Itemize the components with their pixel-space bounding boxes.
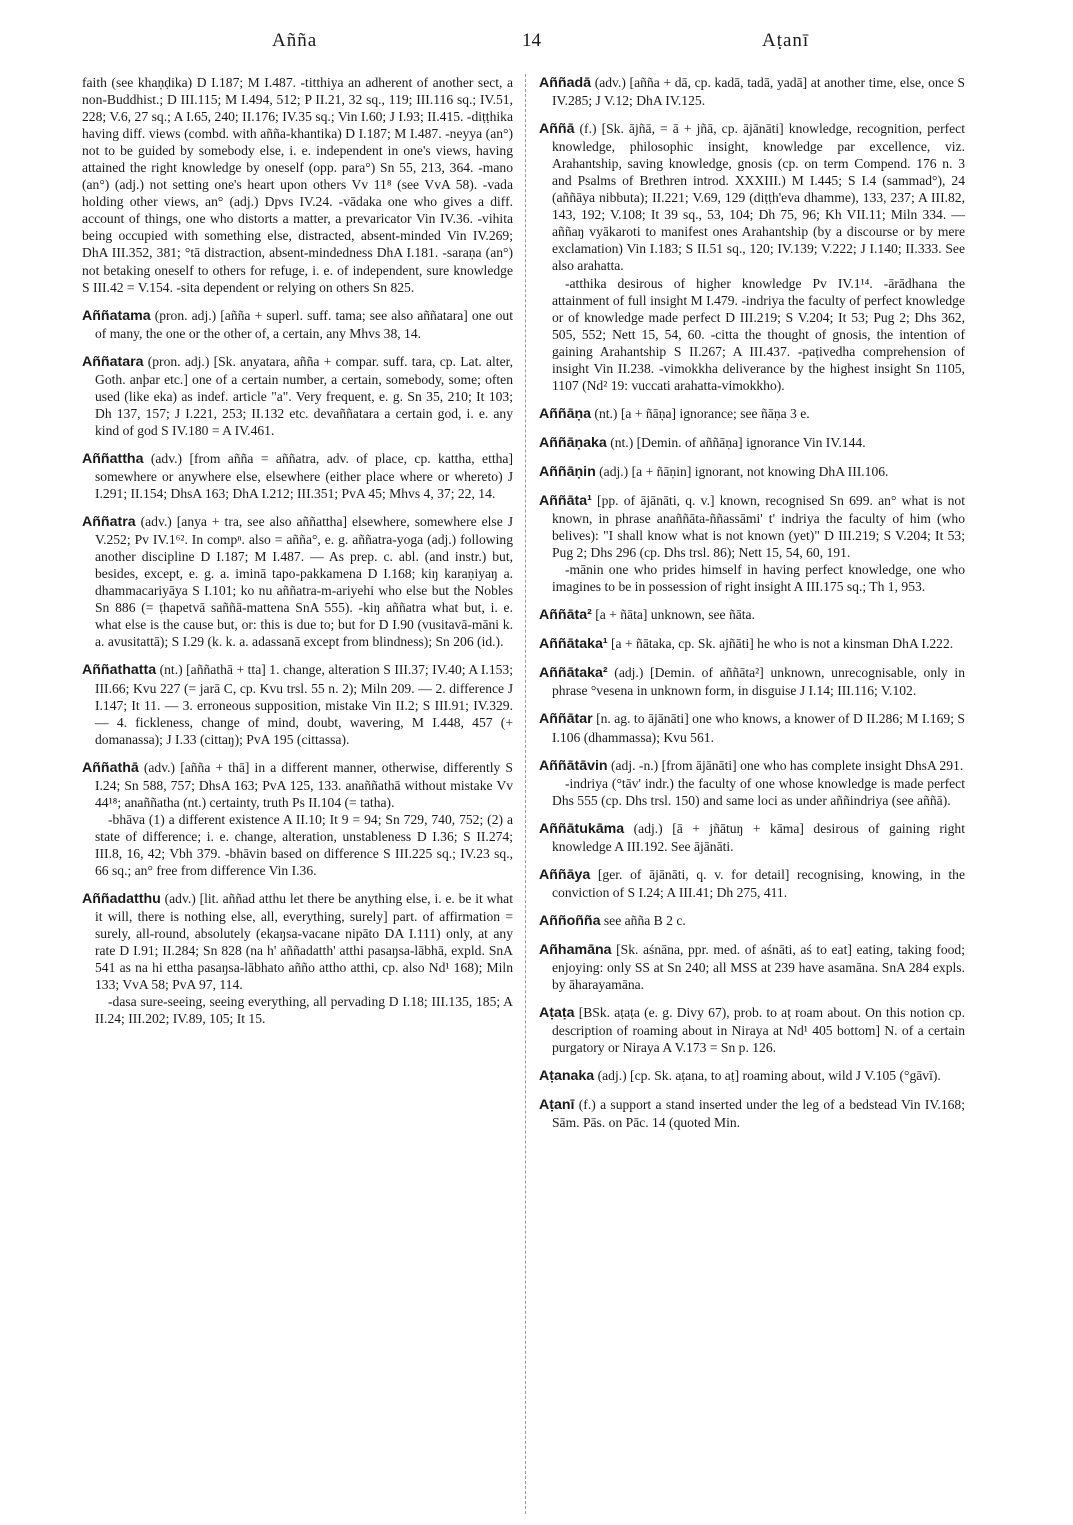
- entry-headword: Aññāta¹: [539, 492, 592, 509]
- entry-text: see añña B 2 c.: [600, 912, 686, 928]
- entry-headword: Aṭanaka: [539, 1068, 595, 1085]
- entry-headword: Aññatara: [82, 353, 144, 370]
- dictionary-entry: [82, 353, 513, 439]
- dictionary-entry: [82, 661, 513, 747]
- dictionary-entry: [539, 757, 965, 809]
- entry-headword: Aññātar: [539, 711, 593, 728]
- dictionary-entry: [539, 664, 965, 699]
- entry-text: (adj.) [ā + jñātuŋ + kāma] desirous of gaining right knowledge A III.192. See ājānāti.: [552, 820, 965, 854]
- entry-text: (adj.) [a + ñāṇin] ignorant, not knowing DhA III.106.: [595, 463, 889, 479]
- dictionary-entry: [539, 120, 965, 394]
- dictionary-entry: [539, 820, 965, 855]
- entry-text: (nt.) [a + ñāṇa] ignorance; see ñāṇa 3 e.: [591, 405, 810, 421]
- entry-headword: Aññāta²: [539, 607, 592, 624]
- entry-headword: Aññathatta: [82, 662, 157, 679]
- header-left-guideword: Añña: [272, 30, 318, 51]
- entry-text: [BSk. aṭaṭa (e. g. Divy 67), prob. to aṭ roam about. On this notion cp. description of roaming about in Niraya at Nd¹ 405 bottom] N. of a certain purgatory or Niraya A V.173 = Sn p. 126.: [552, 1005, 965, 1056]
- entry-text: [a + ñātaka, cp. Sk. ajñāti] he who is not a kinsman DhA I.222.: [607, 636, 954, 652]
- dictionary-entry: [539, 405, 965, 423]
- dictionary-entry: [539, 492, 965, 595]
- page-number: 14: [522, 30, 541, 51]
- entry-headword: Aññātukāma: [539, 820, 625, 837]
- entry-headword: Aññattha: [82, 450, 144, 467]
- entry-headword: Aññāṇaka: [539, 434, 607, 451]
- dictionary-entry: [539, 463, 965, 481]
- dictionary-entry: [539, 74, 965, 109]
- entry-headword: Aññāṇa: [539, 405, 592, 422]
- entry-text: (adv.) [lit. aññad atthu let there be anything else, i. e. be it what it will, there is nothing else, all, everything, surely] part. of affirmation = surely, all-round, absolutely (ekaŋsa-vacane nipāto DA I.111) only, at any rate D I.91; II.284; Sn 828 (na h' aññadatth' atthi pasaŋsa-lābhā, expld. SnA 541 as na hi ettha pasaŋsa-lābhato añño attho atthi, cp. also Nd¹ 168); Miln 133; VvA 58; PvA 97, 114.: [95, 891, 513, 993]
- entry-headword: Aññā: [539, 121, 575, 138]
- entry-text: (nt.) [Demin. of aññāṇa] ignorance Vin IV.144.: [606, 434, 866, 450]
- dictionary-entry: [82, 759, 513, 879]
- entry-text: (nt.) [aññathā + tta] 1. change, alteration S III.37; IV.40; A I.153; III.66; Kvu 227 (= jarā C, cp. Kvu trsl. 55 n. 2); Miln 209. — 2. difference J I.147; It 11. — 3. erroneous supposition, mistake Vin II.2; S III.91; IV.329. — 4. fickleness, change of mind, doubt, wavering, M I.448, 457 (+ domanassa); J I.33 (cittaŋ); PvA 195 (cittassa).: [95, 662, 513, 747]
- dictionary-entry: [82, 307, 513, 342]
- dictionary-entry: [82, 450, 513, 502]
- entry-text: (pron. adj.) [añña + superl. suff. tama; see also aññatara] one out of many, the one or the other of, a certain, any Mhvs 38, 14.: [95, 307, 513, 341]
- entry-text: [ger. of ājānāti, q. v. for detail] recognising, knowing, in the conviction of S I.24; A III.41; Dh 275, 411.: [552, 866, 965, 900]
- entry-headword: Aññadā: [539, 75, 592, 91]
- entry-headword: Añhamāna: [539, 941, 612, 958]
- entry-text: (adv.) [from añña = aññatra, adv. of place, cp. kattha, ettha] somewhere or anywhere else, elsewhere (either place where or whereto) J I.291; II.154; DhsA 163; DhA I.212; III.351; PvA 45; Mhvs 4, 37; 22, 14.: [95, 450, 513, 502]
- entry-text: (pron. adj.) [Sk. anyatara, añña + compar. suff. tara, cp. Lat. alter, Goth. anþar etc.] one of a certain number, a certain, somebody, some; often used (like eka) as indef. article "a". Very frequent, e. g. Sn 35, 210; It 103; Dh 137, 157; J I.221, 253; II.132 etc. devaññatara a certain god, i. e. any kind of god S IV.180 = A IV.461.: [95, 353, 513, 438]
- entry-text: (f.) a support a stand inserted under the leg of a bedstead Vin IV.168; Sām. Pās. on Pāc. 14 (quoted Min.: [552, 1097, 965, 1131]
- dictionary-entry: [539, 866, 965, 901]
- dictionary-entry: [539, 710, 965, 745]
- entry-text: [Sk. aśnāna, ppr. med. of aśnāti, aś to eat] eating, taking food; enjoying: only SS at Sn 240; all MSS at 239 have asamāna. SnA 284 expls. by āharayamāna.: [552, 941, 965, 993]
- entry-text: faith (see khaṇḍika) D I.187; M I.487. -titthiya an adherent of another sect, a non-Buddhist.; D III.115; M I.494, 512; P II.21, 32 sq., 119; III.116 sq.; IV.51, 228; V.6, 27 sq.; A I.65, 240; II.176; IV.35 sq.; Vin I.60; J I.93; II.415. -diṭṭhika having diff. views (combd. with añña-khantika) D I.187; M I.487. -neyya (an°) not to be guided by somebody else, i. e. independent in one's views, having attained the right knowledge by oneself (opp. para°) Sn 55, 213, 364. -mano (an°) (adj.) not setting one's heart upon others Vv 11⁸ (see VvA 58). -vada holding other views, an° (adj.) Dpvs IV.24. -vādaka one who gives a diff. account of things, one who distorts a matter, a prevaricator Vin IV.36. -vihita being occupied with something else, distracted, absent-minded Vin IV.269; DhA III.352, 381; °tā distraction, absent-mindedness DhA I.181. -saraṇa (an°) not betaking oneself to others for refuge, i. e. of independent, sure knowledge S III.42 = V.154. -sita dependent or relying on others Sn 825.: [82, 75, 513, 295]
- entry-text: [a + ñāta] unknown, see ñāta.: [591, 607, 755, 623]
- dictionary-entry: [539, 606, 965, 624]
- page-header: [82, 30, 992, 54]
- entry-headword: Aññoñña: [539, 912, 601, 929]
- dictionary-entry: [539, 434, 965, 452]
- entry-text: (adv.) [añña + thā] in a different manner, otherwise, differently S I.24; Sn 588, 757; DhsA 163; PvA 125, 133. anaññathā without mistake Vv 44¹⁸; anaññatha (nt.) certainty, truth Ps II.104 (= tatha).: [95, 759, 513, 810]
- entry-headword: Aññatama: [82, 307, 151, 324]
- entry-text: (adj.) [cp. Sk. aṭana, to aṭ] roaming about, wild J V.105 (°gāvī).: [594, 1068, 941, 1084]
- entry-text: [n. ag. to ājānāti] one who knows, a knower of D II.286; M I.169; S I.106 (dhammassa); Kvu 561.: [552, 711, 965, 745]
- header-right-guideword: Aṭanī: [762, 30, 810, 51]
- entry-headword: Aññātāvin: [539, 757, 608, 774]
- column-divider: [525, 74, 526, 1514]
- entry-subentries: -dasa sure-seeing, seeing everything, all pervading D I.18; III.135, 185; A II.24; III.202; IV.89, 105; It 15.: [95, 994, 513, 1027]
- entry-subentries: -mānin one who prides himself in having perfect knowledge, one who imagines to be in possession of right insight A III.175 sq.; Th 1, 953.: [552, 562, 965, 595]
- dictionary-entry: [539, 1004, 965, 1056]
- left-column: [82, 74, 513, 1038]
- dictionary-entry: [539, 1067, 965, 1085]
- entry-headword: Aññadatthu: [82, 891, 161, 908]
- entry-headword: Aññāya: [539, 866, 591, 883]
- entry-text: (adj. -n.) [from ājānāti] one who has complete insight DhsA 291.: [607, 757, 964, 773]
- entry-subentries: -indriya (°tāv' indr.) the faculty of one whose knowledge is made perfect Dhs 555 (cp. Dhs trsl. 150) and same loci as under aññindriya (see aññā).: [552, 775, 965, 808]
- entry-headword: Aṭaṭa: [539, 1005, 575, 1022]
- entry-headword: Aññāṇin: [539, 463, 596, 480]
- entry-text: [pp. of ājānāti, q. v.] known, recognised Sn 699. an° what is not known, in phrase anaññāta-ññassāmi' t' indriya the faculty of him (who belives): "I shall know what is not known (yet)" D III.219; S V.204; It 53; Pug 2; Dhs 296 (cp. Dhs trsl. 86); Nett 15, 54, 60, 191.: [552, 492, 965, 561]
- entry-text: (adv.) [añña + dā, cp. kadā, tadā, yadā] at another time, else, once S IV.285; J V.12; DhA IV.125.: [552, 75, 965, 109]
- entry-headword: Aṭanī: [539, 1097, 575, 1114]
- dictionary-entry: [82, 890, 513, 1027]
- entry-headword: Aññatra: [82, 514, 136, 531]
- entry-subentries: -atthika desirous of higher knowledge Pv IV.1¹⁴. -ārādhana the attainment of full insight M I.479. -indriya the faculty of perfect knowledge or of knowledge made perfect D III.219; S V.204; It 53; Pug 2; Dhs 362, 505, 552; Nett 15, 54, 60. -citta the thought of gnosis, the intention of gaining Arahantship S II.267; A III.437. -paṭivedha comprehension of insight Vin II.238. -vimokkha deliverance by the highest insight Sn 1105, 1107 (Nd² 19: vuccati arahatta-vimokkho).: [552, 275, 965, 393]
- dictionary-entry: [539, 635, 965, 653]
- entry-headword: Aññātaka²: [539, 665, 608, 682]
- entry-headword: Aññātaka¹: [539, 636, 608, 653]
- entry-text: (f.) [Sk. ājñā, = ā + jñā, cp. ājānāti] knowledge, recognition, perfect knowledge, philosophic insight, knowledge par excellence, viz. Arahantship, saving knowledge, gnosis (cp. on term Compend. 176 n. 3 and Psalms of Brethren introd. XXXIII.) M I.445; S I.4 (sammad°), 24 (aññāya nibbuta); II.221; V.69, 129 (diṭṭh'eva dhamme), 133, 237; A III.82, 143, 192; V.108; It 39 sq., 53, 104; Dh 75, 96; Kh VII.11; Miln 334. — aññaŋ vyākaroti to manifest ones Arahantship (by a discourse or by mere exclamation) Vin I.183; S II.51 sq., 120; IV.139; V.222; J I.140; II.333. See also arahatta.: [552, 121, 965, 274]
- entry-text: (adj.) [Demin. of aññāta²] unknown, unrecognisable, only in phrase °vesena in unknown form, in disguise J I.14; III.116; V.102.: [552, 665, 965, 699]
- right-column: [539, 74, 965, 1142]
- dictionary-entry: [539, 1096, 965, 1131]
- entry-headword: Aññathā: [82, 759, 139, 776]
- entry-subentries: -bhāva (1) a different existence A II.10; It 9 = 94; Sn 729, 740, 752; (2) a state of difference; i. e. change, alteration, unstableness D I.36; S II.274; III.8, 16, 42; Vbh 379. -bhāvin based on difference S III.225 sq.; IV.23 sq., 66 sq.; an° free from difference Vin I.36.: [95, 811, 513, 878]
- dictionary-entry: [539, 912, 965, 930]
- dictionary-entry: [82, 74, 513, 296]
- entry-text: (adv.) [anya + tra, see also aññattha] elsewhere, somewhere else J V.252; Pv IV.1⁶². In compⁿ. also = añña°, e. g. aññatra-yoga (adj.) following another discipline D I.187; M I.487. — As prep. c. abl. (and instr.) but, besides, except, e. g. a. iminā tapo-pakkamena D I.168; kiŋ karaṇiyaŋ a. dhammacariyāya S I.101; ko nu aññatra-m-ariyehi who else but the Nobles Sn 886 (= ṭhapetvā saññā-mattena SnA 555). -kiŋ aññatra what but, i. e. what else is the cause but, or: this is due to; but for D I.90 (vusitavā-māni k. a. avusitattā); S I.29 (k. k. a. adassanā except from blindness); Sn 206 (id.).: [95, 514, 513, 650]
- dictionary-entry: [82, 513, 513, 650]
- dictionary-entry: [539, 941, 965, 993]
